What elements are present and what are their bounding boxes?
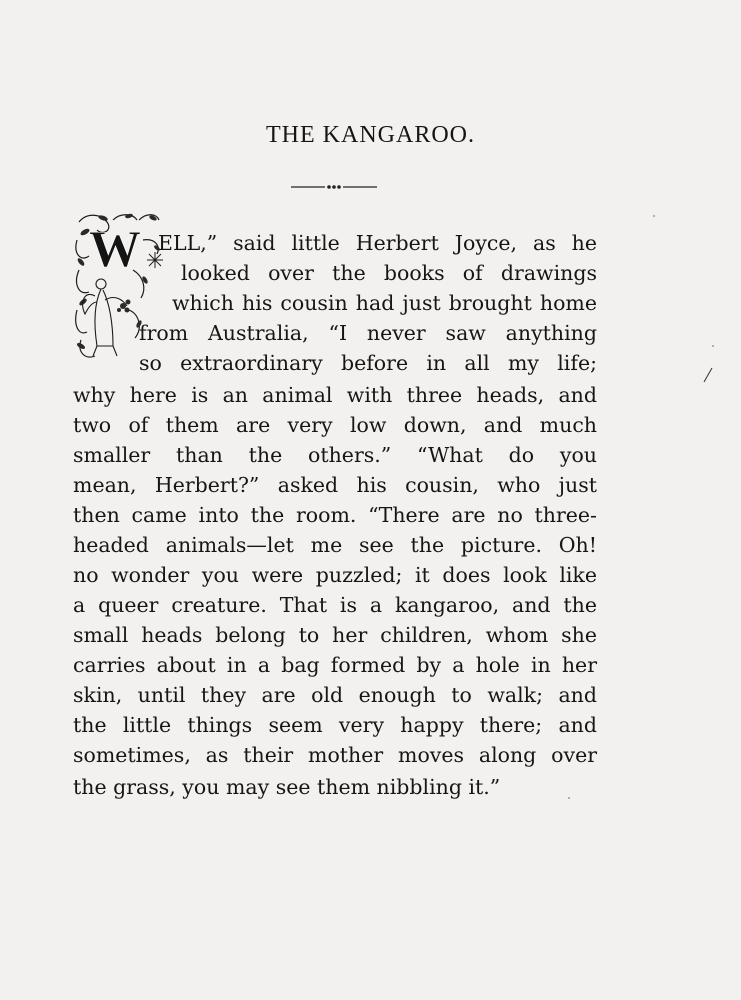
text-line-10: then came into the room. “There are no three- bbox=[73, 503, 597, 527]
text-line-3: which his cousin had just brought home bbox=[172, 291, 597, 315]
text-line-7: two of them are very low down, and much bbox=[73, 413, 597, 437]
text-line-1: ELL,” said little Herbert Joyce, as he bbox=[158, 231, 597, 255]
text-line-2: looked over the books of drawings bbox=[181, 261, 597, 285]
text-line-4: from Australia, “I never saw anything bbox=[139, 321, 597, 345]
svg-text:W: W bbox=[89, 221, 141, 278]
text-line-8: smaller than the others.” “What do you bbox=[73, 443, 597, 467]
paper-speck bbox=[712, 345, 714, 347]
text-line-15: carries about in a bag formed by a hole in her bbox=[73, 653, 597, 677]
title-ornament bbox=[291, 182, 377, 192]
text-line-14: small heads belong to her children, whom she bbox=[73, 623, 597, 647]
paper-speck bbox=[568, 797, 570, 799]
text-line-16: skin, until they are old enough to walk; and bbox=[73, 683, 597, 707]
text-line-13: a queer creature. That is a kangaroo, and the bbox=[73, 593, 597, 617]
text-line-17: the little things seem very happy there; and bbox=[73, 713, 597, 737]
text-line-18: sometimes, as their mother moves along over bbox=[73, 743, 597, 767]
margin-mark bbox=[703, 367, 713, 383]
text-line-12: no wonder you were puzzled; it does look like bbox=[73, 563, 597, 587]
text-line-11: headed animals—let me see the picture. Oh! bbox=[73, 533, 597, 557]
page-title: THE KANGAROO. bbox=[266, 122, 475, 148]
text-line-5: so extraordinary before in all my life; bbox=[139, 351, 597, 375]
paper-speck bbox=[653, 215, 655, 217]
text-line-19: the grass, you may see them nibbling it.” bbox=[73, 775, 501, 799]
text-line-9: mean, Herbert?” asked his cousin, who just bbox=[73, 473, 597, 497]
text-line-6: why here is an animal with three heads, and bbox=[73, 383, 597, 407]
